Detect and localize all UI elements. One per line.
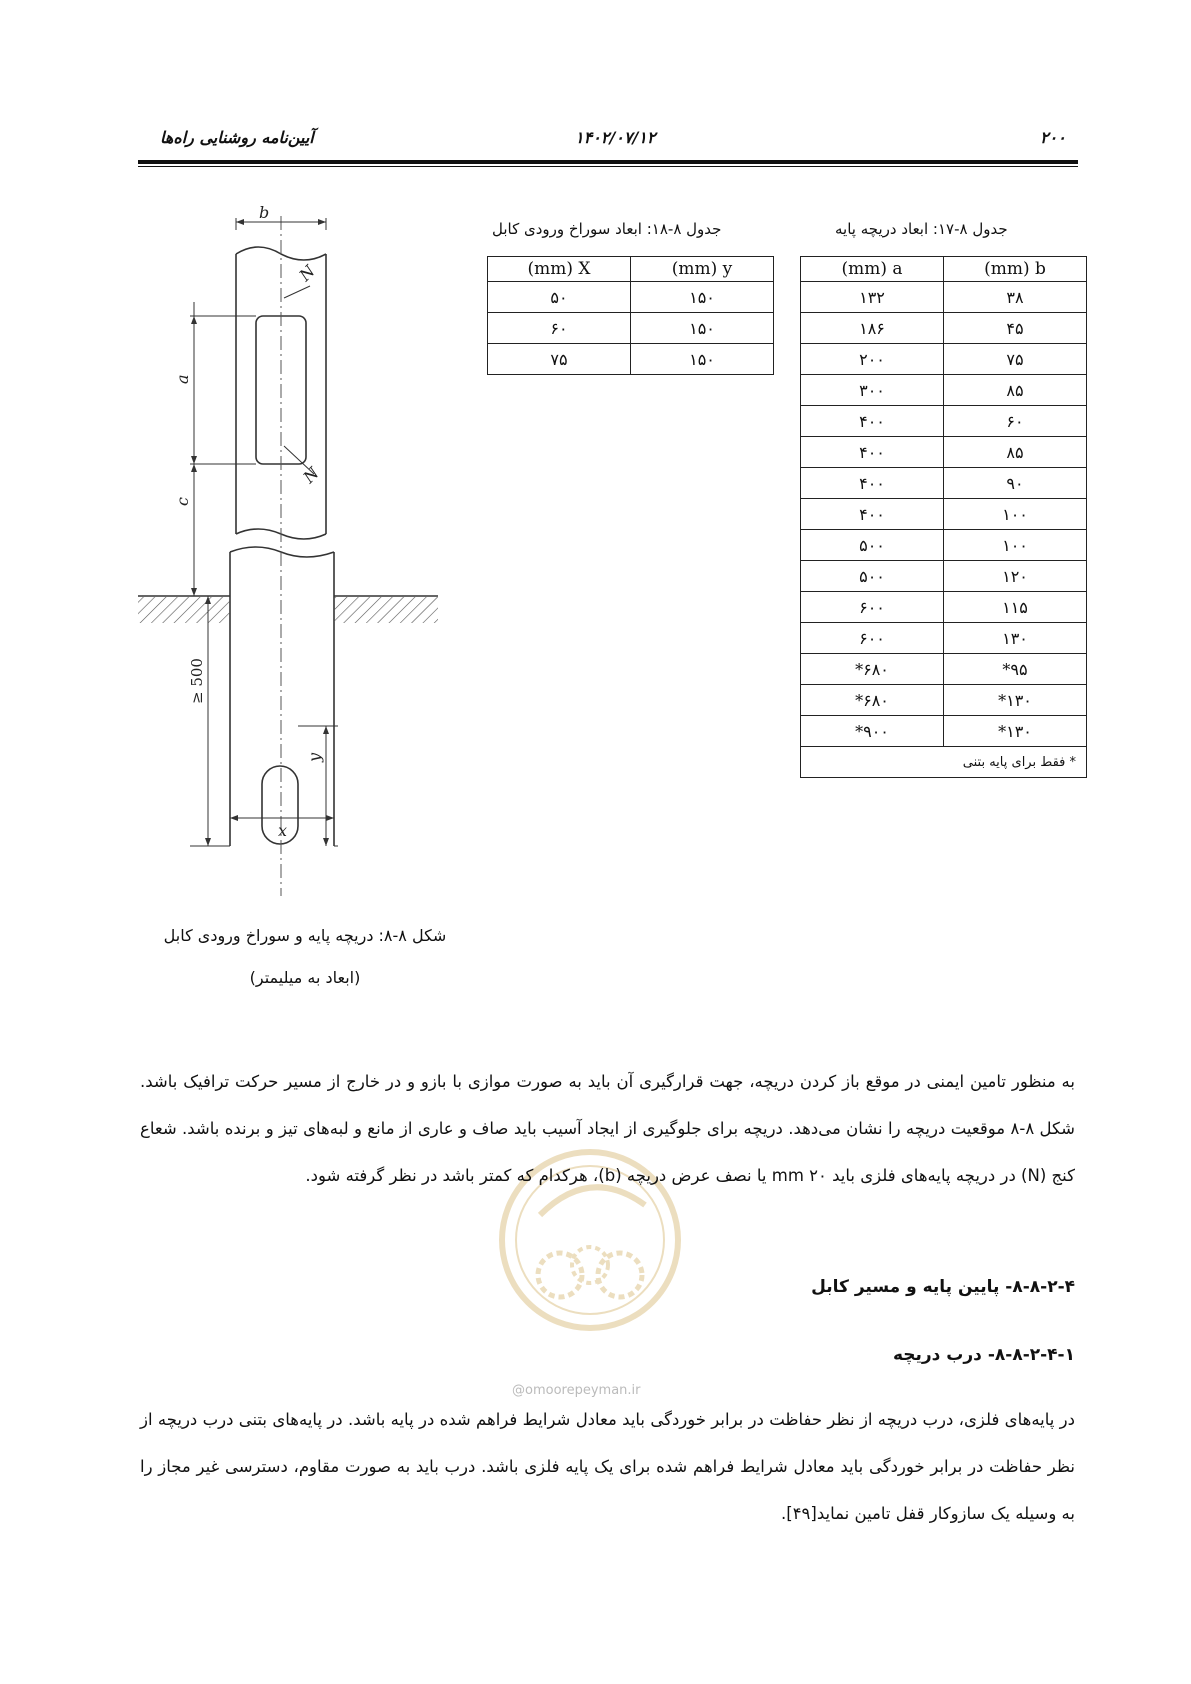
cell-b: ۹۰ (944, 468, 1087, 499)
cell-x: ۷۵ (488, 344, 631, 375)
table-row (488, 282, 774, 313)
book-title: آیین‌نامه روشنایی راه‌ها (160, 128, 314, 147)
cell-b: ۸۵ (944, 375, 1087, 406)
cell-b: *۹۵ (944, 654, 1087, 685)
cell-a: ۲۰۰ (801, 344, 944, 375)
n-leader-upper (284, 286, 310, 298)
table-18-header-x: (mm) X (488, 257, 631, 282)
table-row (801, 375, 1087, 406)
table-row (801, 654, 1087, 685)
cell-a: ۳۰۰ (801, 375, 944, 406)
table-row (488, 313, 774, 344)
label-c: c (173, 497, 192, 506)
cell-b: ۱۰۰ (944, 499, 1087, 530)
figure-caption: شکل ۸-۸: دریچه پایه و سوراخ ورودی کابل (163, 926, 447, 945)
cell-a: ۴۰۰ (801, 406, 944, 437)
table-17 (800, 256, 1087, 778)
table-18-caption: جدول ۸-۱۸: ابعاد سوراخ ورودی کابل (492, 220, 722, 238)
watermark-text: @omoorepeyman.ir (512, 1383, 641, 1398)
table-row (801, 313, 1087, 344)
table-row (488, 344, 774, 375)
table-18-header-y: (mm) y (631, 257, 774, 282)
table-row (801, 282, 1087, 313)
table-row (801, 561, 1087, 592)
cell-a: ۴۰۰ (801, 437, 944, 468)
cell-b: ۱۳۰ (944, 623, 1087, 654)
paragraph-door-safety: به منظور تامین ایمنی در موقع باز کردن دریچه، جهت قرارگیری آن باید به صورت موازی با بازو و در خارج از مسیر حرکت ترافیک باشد. شکل ۸-۸ موقعیت دریچه را نشان می‌دهد. دریچه برای جلوگیری از ایجاد آسیب باید صاف و عاری از مانع و لبه‌های تیز و برنده باشد. شعاع کنج (N) در دریچه پایه‌های فلزی باید ۲۰ mm یا نصف عرض دریچه (b)، هرکدام که کمتر باشد در نظر گرفته شود. (140, 1072, 1075, 1185)
cell-b: ۱۱۵ (944, 592, 1087, 623)
pole-figure (138, 206, 468, 906)
table-17-header-b: (mm) b (944, 257, 1087, 282)
pole-drawing (138, 206, 468, 906)
table-row (801, 716, 1087, 747)
cell-b: ۸۵ (944, 437, 1087, 468)
cell-b: ۳۸ (944, 282, 1087, 313)
header-rule-thin (138, 166, 1078, 167)
cell-x: ۵۰ (488, 282, 631, 313)
table-row (801, 344, 1087, 375)
cell-b: ۱۲۰ (944, 561, 1087, 592)
label-n-upper: N (295, 261, 319, 285)
cell-a: ۴۰۰ (801, 468, 944, 499)
section-heading-pole-base: ۸-۸-۲-۴- پایین پایه و مسیر کابل (811, 1277, 1075, 1297)
cell-y: ۱۵۰ (631, 344, 774, 375)
cell-a: ۵۰۰ (801, 530, 944, 561)
cell-a: ۶۰۰ (801, 592, 944, 623)
table-row (801, 468, 1087, 499)
table-row (801, 530, 1087, 561)
cell-a: ۵۰۰ (801, 561, 944, 592)
table-note-row (801, 747, 1087, 778)
paragraph-door-corrosion: در پایه‌های فلزی، درب دریچه از نظر حفاظت در برابر خوردگی باید معادل شرایط فراهم شده در پایه باشد. در پایه‌های بتنی درب دریچه از نظر حفاظت در برابر خوردگی باید معادل شرایط فراهم شده برای یک پایه فلزی باشد. درب باید به صورت مقاوم، دسترسی غیر مجاز را به وسیله یک سازوکار قفل تامین نماید[۴۹]. (140, 1410, 1075, 1523)
label-b: b (259, 206, 270, 222)
table-17-caption: جدول ۸-۱۷: ابعاد دریچه پایه (835, 220, 1008, 238)
table-row (801, 592, 1087, 623)
cell-b: *۱۳۰ (944, 716, 1087, 747)
cell-b: ۶۰ (944, 406, 1087, 437)
cell-a: ۱۸۶ (801, 313, 944, 344)
table-17-header-a: (mm) a (801, 257, 944, 282)
cell-y: ۱۵۰ (631, 313, 774, 344)
table-row (801, 685, 1087, 716)
cell-a: ۱۳۲ (801, 282, 944, 313)
table-row (801, 499, 1087, 530)
cell-b: ۷۵ (944, 344, 1087, 375)
table-row (801, 437, 1087, 468)
cell-a: ۶۰۰ (801, 623, 944, 654)
pole-break-upper (230, 547, 334, 557)
label-n-lower: N (299, 463, 323, 487)
cell-y: ۱۵۰ (631, 282, 774, 313)
cell-x: ۶۰ (488, 313, 631, 344)
label-y: y (305, 752, 324, 762)
ground-hatch-right (334, 597, 438, 623)
cell-a: *۶۸۰ (801, 685, 944, 716)
header-date: ۱۴۰۲/۰۷/۱۲ (575, 128, 656, 147)
label-x: x (278, 821, 288, 840)
table-row (801, 623, 1087, 654)
section-heading-door: ۸-۸-۲-۴-۱- درب دریچه (892, 1345, 1075, 1365)
table-row (801, 406, 1087, 437)
cell-a: ۴۰۰ (801, 499, 944, 530)
table-17-note: * فقط برای پایه بتنی (801, 747, 1087, 778)
cell-b: ۴۵ (944, 313, 1087, 344)
cell-b: *۱۳۰ (944, 685, 1087, 716)
page-number: ۲۰۰ (1040, 128, 1066, 147)
cell-a: *۹۰۰ (801, 716, 944, 747)
figure-caption-units: (ابعاد به میلیمتر) (249, 968, 361, 987)
cell-b: ۱۰۰ (944, 530, 1087, 561)
label-a: a (173, 374, 192, 384)
label-500: ≥ 500 (188, 658, 206, 704)
cell-a: *۶۸۰ (801, 654, 944, 685)
header-rule (138, 160, 1078, 164)
ground-hatch-left (138, 597, 230, 623)
table-18 (487, 256, 774, 375)
